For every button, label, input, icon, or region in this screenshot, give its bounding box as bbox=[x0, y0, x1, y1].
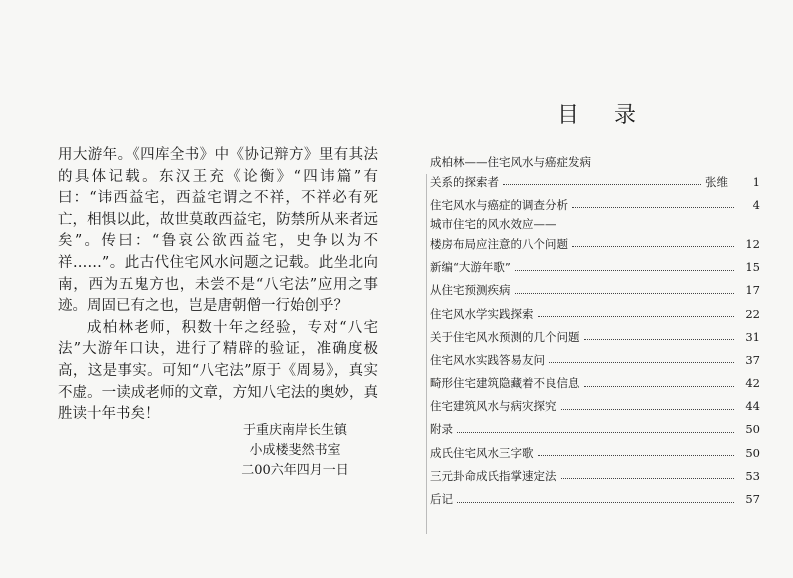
toc-entry-title: 成氏住宅风水三字歌 bbox=[430, 445, 534, 460]
toc-entry-title: 楼房布局应注意的八个问题 bbox=[430, 236, 568, 251]
preface-text bbox=[58, 145, 378, 426]
signature-studio: 小成楼斐然书室 bbox=[249, 443, 341, 458]
toc-leader-dots bbox=[515, 293, 735, 294]
toc-entry-title: 附录 bbox=[430, 422, 453, 437]
toc-entry bbox=[430, 232, 760, 255]
toc-entry bbox=[430, 348, 760, 371]
toc-entry-page: 12 bbox=[745, 236, 760, 251]
toc-leader-dots bbox=[503, 184, 701, 185]
toc-leader-dots bbox=[457, 432, 734, 433]
toc-divider bbox=[426, 174, 427, 534]
toc-entry-page: 50 bbox=[745, 445, 760, 460]
toc-leader-dots bbox=[549, 362, 734, 363]
preface-paragraph-2: 成柏林老师，积数十年之经验，专对“八宅法”大游年口诀，进行了精辟的验证，准确度极高，这是事实。可知“八宅法”原于《周易》，真实不虚。一读成老师的文章，方知八宅法的奥妙，真胜读十年书矣！ bbox=[58, 319, 378, 423]
toc-entry-title: 住宅风水实践答易友问 bbox=[430, 352, 545, 367]
toc-entry-page: 15 bbox=[745, 260, 760, 275]
signature-date: 二00六年四月一日 bbox=[241, 463, 349, 478]
toc-entry bbox=[430, 154, 760, 170]
toc-entry-title: 成柏林——住宅风水与癌症发病 bbox=[430, 155, 591, 169]
toc-entry-page: 53 bbox=[745, 468, 760, 483]
toc-leader-dots bbox=[561, 409, 735, 410]
toc-entry-page: 42 bbox=[745, 376, 760, 391]
toc-entry-page: 1 bbox=[752, 174, 760, 189]
toc-entry-page: 50 bbox=[745, 422, 760, 437]
toc-entry bbox=[430, 441, 760, 464]
toc-entry bbox=[430, 193, 760, 216]
toc-leader-dots bbox=[572, 207, 734, 208]
toc-entry-page: 37 bbox=[745, 352, 760, 367]
toc-entry-page: 17 bbox=[745, 283, 760, 298]
toc-entry-title: 从住宅预测疾病 bbox=[430, 283, 511, 298]
toc-entry bbox=[430, 395, 760, 418]
toc-entry-page: 4 bbox=[752, 197, 760, 212]
toc-leader-dots bbox=[538, 316, 735, 317]
toc-entry bbox=[430, 170, 760, 193]
toc-entry-page: 31 bbox=[745, 329, 760, 344]
toc-entry bbox=[430, 216, 760, 232]
toc-entry-author: 张维 bbox=[705, 174, 728, 189]
signature-place: 于重庆南岸长生镇 bbox=[242, 423, 347, 438]
toc-leader-dots bbox=[538, 455, 735, 456]
preface-paragraph-1: 用大游年。《四库全书》中《协记辩方》里有其法的具体记载。东汉王充《论衡》“四讳篇”有曰：“讳西益宅，西益宅谓之不祥，不祥必有死亡，相惧以此，故世莫敢西益宅，防禁所从来者远矣”。传曰：“鲁哀公欲西益宅，史争以为不祥……”。此古代住宅风水问题之记载。此坐北向南，西为五鬼方也，未尝不是“八宅法”应用之事迹。周固已有之也，岂是唐朝僧一行始创乎？ bbox=[58, 147, 378, 315]
toc-entry bbox=[430, 487, 760, 510]
toc-entry-page: 57 bbox=[745, 492, 760, 507]
toc-leader-dots bbox=[561, 478, 735, 479]
toc-entry-title: 畸形住宅建筑隐藏着不良信息 bbox=[430, 376, 580, 391]
toc-entry-title: 后记 bbox=[430, 492, 453, 507]
toc-entry bbox=[430, 302, 760, 325]
toc-entry bbox=[430, 418, 760, 441]
toc-title: 目 录 bbox=[557, 103, 650, 128]
toc-leader-dots bbox=[572, 246, 734, 247]
toc-entry-title: 关系的探索者 bbox=[430, 174, 499, 189]
toc-entry bbox=[430, 325, 760, 348]
toc-entry-title: 新编“大游年歌” bbox=[430, 260, 511, 275]
toc-entry bbox=[430, 256, 760, 279]
toc-entry-page: 22 bbox=[745, 306, 760, 321]
signature-block bbox=[230, 421, 360, 481]
toc-entry bbox=[430, 279, 760, 302]
toc-entry-title: 关于住宅风水预测的几个问题 bbox=[430, 329, 580, 344]
toc-leader-dots bbox=[584, 339, 735, 340]
toc-entry bbox=[430, 464, 760, 487]
toc-leader-dots bbox=[584, 386, 735, 387]
toc-entry-title: 住宅风水与癌症的调查分析 bbox=[430, 197, 568, 212]
toc-entry-title: 三元卦命成氏指掌速定法 bbox=[430, 468, 557, 483]
toc-entry-title: 住宅建筑风水与病灾探究 bbox=[430, 399, 557, 414]
table-of-contents bbox=[430, 154, 760, 511]
toc-entry-title: 城市住宅的风水效应—— bbox=[430, 217, 557, 232]
toc-entry-title: 住宅风水学实践探索 bbox=[430, 306, 534, 321]
toc-leader-dots bbox=[515, 270, 734, 271]
toc-entry bbox=[430, 372, 760, 395]
toc-leader-dots bbox=[457, 502, 734, 503]
toc-entry-page: 44 bbox=[745, 399, 760, 414]
